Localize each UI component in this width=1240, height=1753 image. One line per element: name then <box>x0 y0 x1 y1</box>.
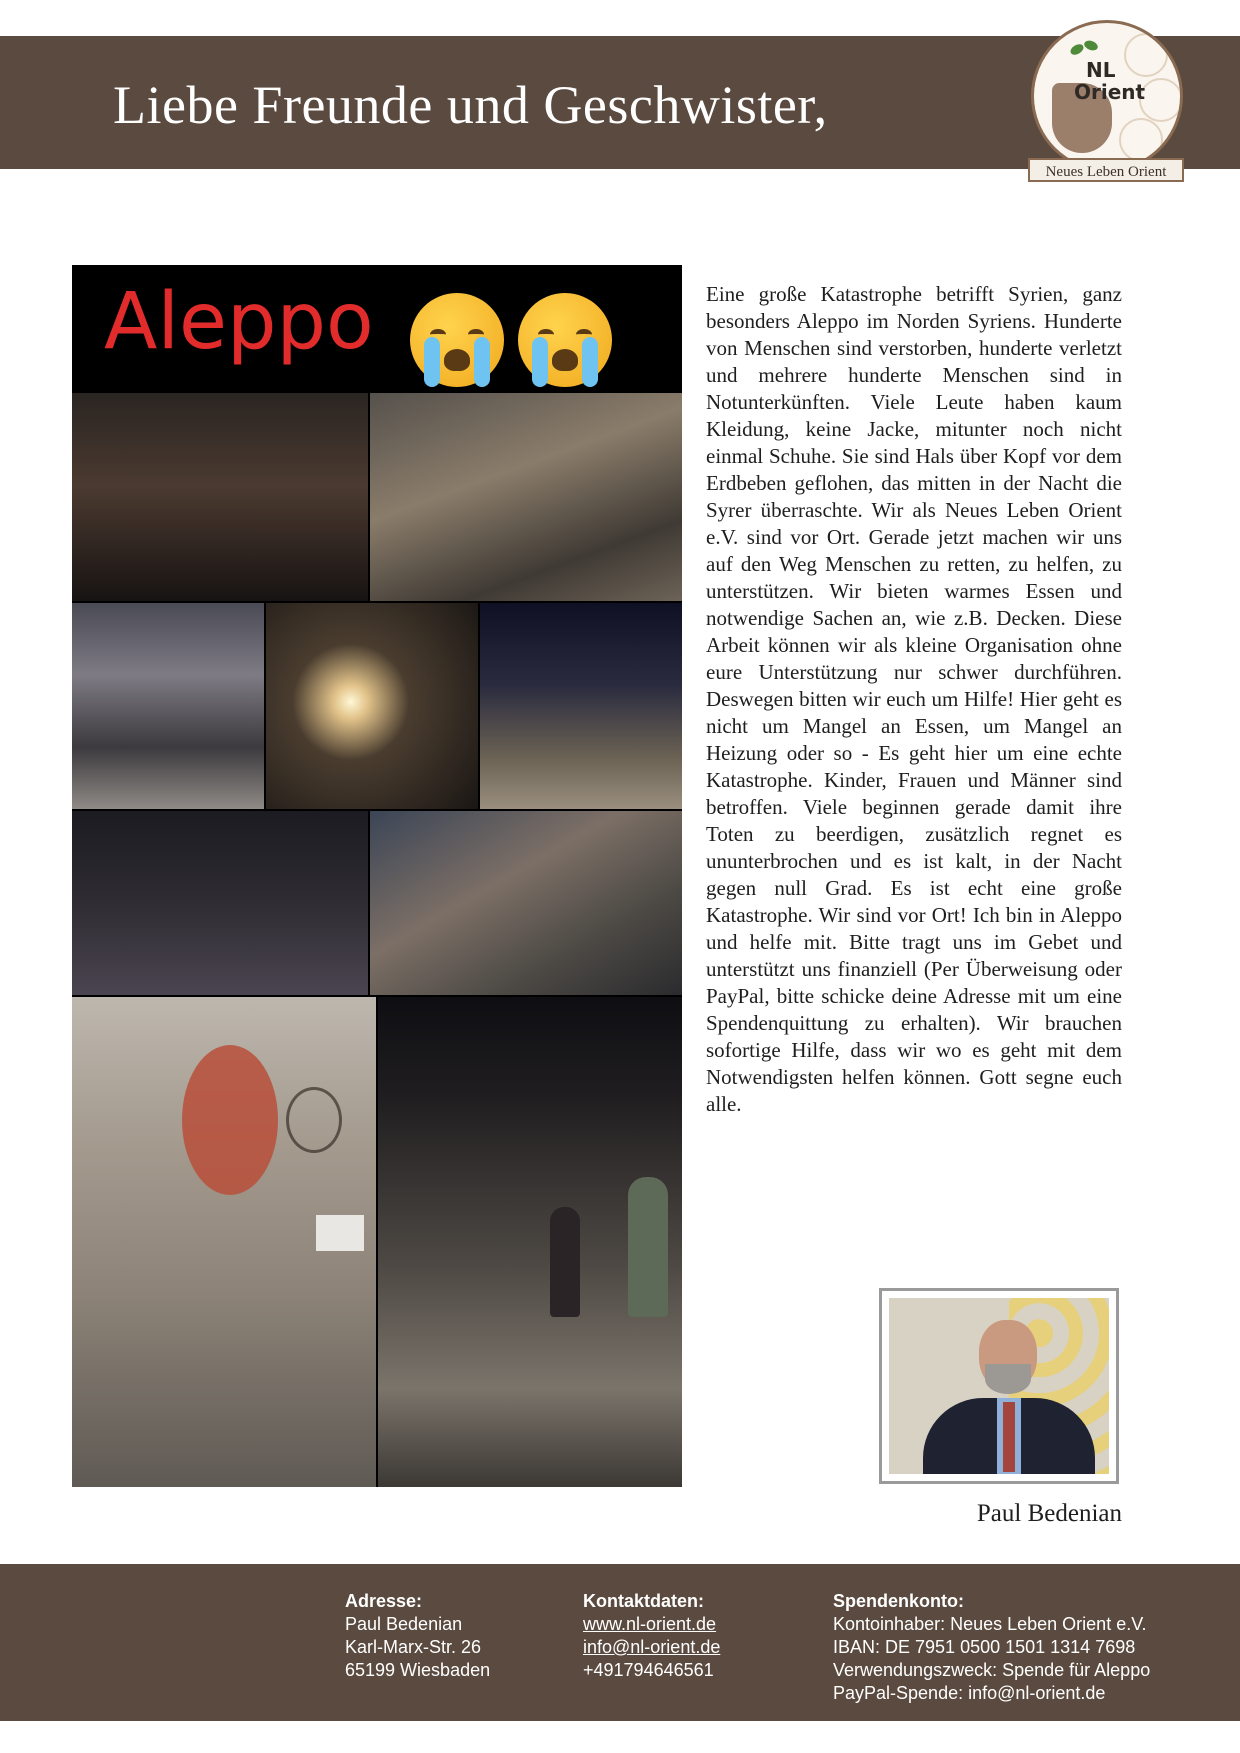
photo-damaged-church-tower <box>72 997 376 1487</box>
account-holder: Kontoinhaber: Neues Leben Orient e.V. <box>833 1614 1147 1634</box>
footer-address <box>345 1590 490 1682</box>
crying-face-emoji <box>518 293 612 387</box>
address-city: 65199 Wiesbaden <box>345 1660 491 1680</box>
emoji-tear <box>532 337 548 387</box>
emoji-tear <box>424 337 440 387</box>
paypal-donation: PayPal-Spende: info@nl-orient.de <box>833 1683 1106 1703</box>
address-name: Paul Bedenian <box>345 1614 463 1634</box>
crying-face-emoji <box>410 293 504 387</box>
photo-rescue-in-rubble <box>378 997 682 1487</box>
leaf-icon <box>1069 42 1086 57</box>
website-link[interactable]: www.nl-orient.de <box>583 1614 717 1634</box>
portrait-frame <box>879 1288 1119 1484</box>
cross-ornament <box>286 1087 342 1153</box>
donation-heading: Spendenkonto: <box>833 1591 964 1611</box>
page-title: Liebe Freunde und Geschwister, <box>113 75 828 135</box>
logo-ornament <box>1119 118 1163 162</box>
photo-lights-at-night <box>266 603 478 809</box>
person-tie <box>1003 1402 1015 1472</box>
iban: IBAN: DE 7951 0500 1501 1314 7698 <box>833 1637 1136 1657</box>
emoji-mouth <box>552 349 578 371</box>
logo-banner: Neues Leben Orient <box>1028 158 1184 182</box>
emoji-tear <box>474 337 490 387</box>
letter-body: Eine große Katastrophe betrifft Syrien, ganz besonders Aleppo im Norden Syriens. Hunderte von Menschen sind verstorben, hunderte verletzt und mehrere hunderte Menschen sind in Notunterkünften. Viele Leute haben kaum Kleidung, keine Jacke, mitunter noch nicht einmal Schuhe. Sie sind Hals über Kopf vor dem Erdbeben geflohen, das mitten in der Nacht die Syrer überraschte. Wir als Neues Leben Orient e.V. sind vor Ort. Gerade jetzt machen wir uns auf den Weg Menschen zu retten, zu helfen, zu unterstützen. Wir bieten warmes Essen und notwendige Sachen an, wie z.B. Decken. Diese Arbeit können wir als kleine Organisation ohne eure Unterstützung nur schwer durchführen. Deswegen bitten wir euch um Hilfe! Hier geht es nicht um Mangel an Essen, um Mangel an Heizung oder so - Es geht hier um eine echte Katastrophe. Kinder, Frauen und Männer sind betroffen. Viele beginnen gerade damit ihre Toten zu beerdigen, zusätzlich regnet es ununterbrochen und es ist kalt, in der Nacht gegen null Grad. Es ist echt eine große Katastrophe. Wir sind vor Ort! Ich bin in Aleppo und helfe mit. Bitte tragt uns im Gebet und unterstützt uns finanziell (Per Überweisung oder PayPal, bitte schicke deine Adresse mit um eine Spendenquittung zu erhalten). Wir brauchen sofortige Hilfe, dass wir wo es geht mit dem Notwendigsten helfen können. Gott segne euch alle. <box>706 282 1122 1116</box>
footer-banner <box>0 1564 1240 1721</box>
contact-heading: Kontaktdaten: <box>583 1591 704 1611</box>
photo-damaged-facade <box>72 603 264 809</box>
logo-text-nl: NL <box>1086 58 1116 82</box>
logo-text-orient: Orient <box>1074 80 1146 104</box>
address-street: Karl-Marx-Str. 26 <box>345 1637 482 1657</box>
email-link[interactable]: info@nl-orient.de <box>583 1637 721 1657</box>
person-beard <box>985 1364 1031 1394</box>
photo-collapsed-tower <box>370 811 682 995</box>
photo-night-street <box>72 393 368 601</box>
emoji-mouth <box>444 349 470 371</box>
church-dome-fragment <box>182 1045 278 1195</box>
leaf-icon <box>1083 39 1099 52</box>
air-conditioner-unit <box>316 1215 364 1251</box>
photo-collapsed-building <box>370 393 682 601</box>
portrait-photo <box>889 1298 1109 1474</box>
rescuer-figure <box>628 1177 668 1317</box>
logo-emblem <box>1031 20 1183 172</box>
photo-rubble-night <box>480 603 682 809</box>
collage-title: Aleppo <box>104 277 374 367</box>
emoji-tear <box>582 337 598 387</box>
nl-orient-logo <box>1028 20 1186 184</box>
signature-name: Paul Bedenian <box>976 1500 1122 1527</box>
earthquake-photo-collage <box>72 265 682 1487</box>
address-heading: Adresse: <box>345 1591 423 1611</box>
footer-contact <box>583 1590 720 1682</box>
photo-dark-alley <box>72 811 368 995</box>
phone-number: +491794646561 <box>583 1660 714 1680</box>
payment-purpose: Verwendungszweck: Spende für Aleppo <box>833 1660 1151 1680</box>
logo-text <box>1074 59 1174 103</box>
footer-donation <box>833 1590 1150 1705</box>
rescuer-figure <box>550 1207 580 1317</box>
collage-header <box>72 265 682 393</box>
